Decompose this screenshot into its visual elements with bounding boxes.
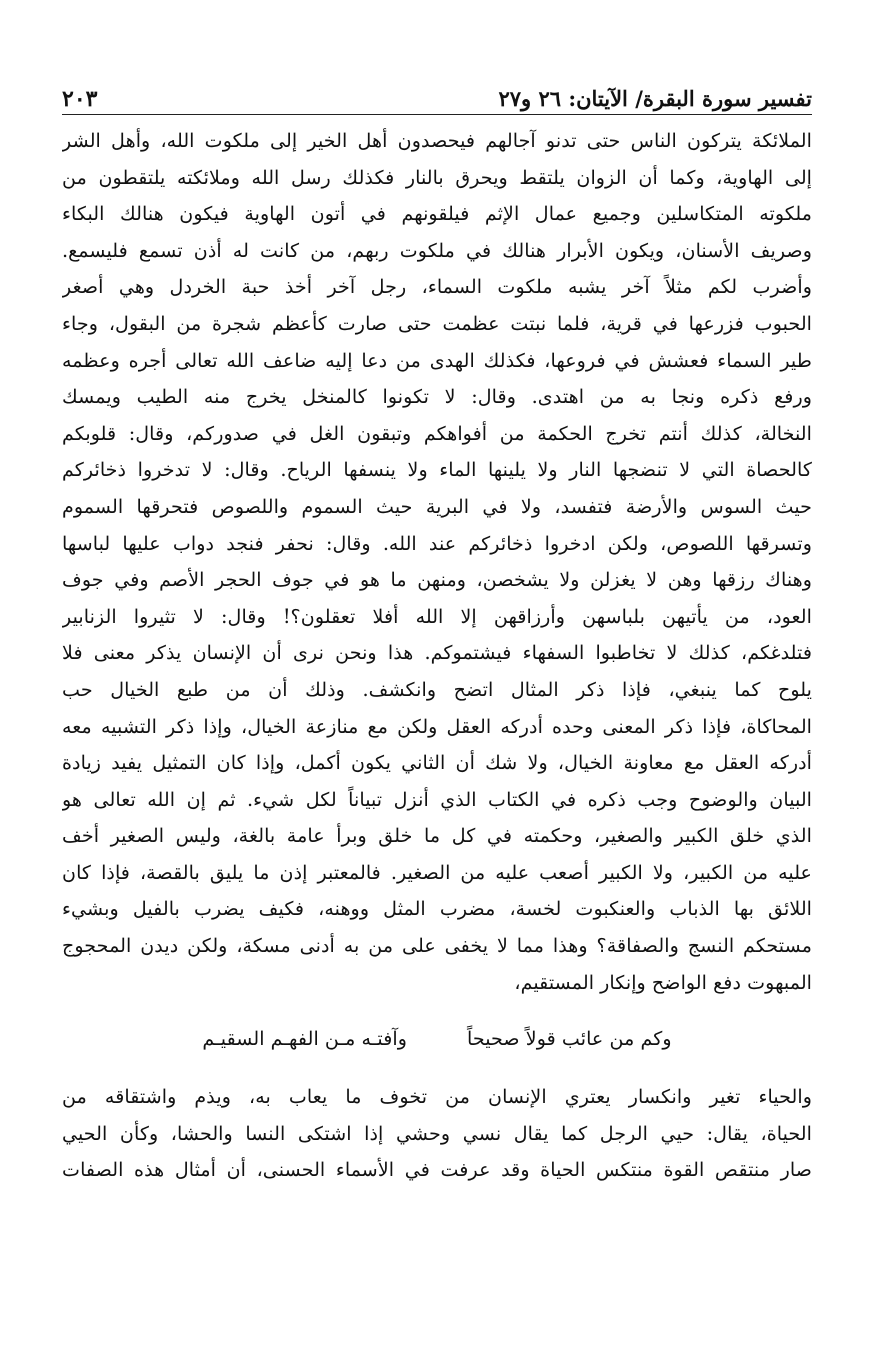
book-page (62, 78, 812, 1189)
text-line: إلى الهاوية، وكما أن الزوان يلتقط ويحرق بالنار فكذلك رسل الله وملائكته يلتقطون من (62, 165, 812, 189)
paragraph-1 (62, 123, 812, 1001)
text-line: كالحصاة التي لا تنضجها النار ولا يلينها الماء ولا ينسفها الرياح. وقال: لا تدخروا ذخائركم (62, 458, 812, 482)
text-line: الحبوب فزرعها في قرية، فلما نبتت عظمت حتى صارت كأعظم شجرة من البقول، وجاء (62, 311, 812, 335)
verse-hemistich-second: وآفتـه مـن الفهـم السقيـم (202, 1027, 407, 1051)
text-line: وتسرقها اللصوص، ولكن ادخروا ذخائركم عند الله. وقال: نحفر فنجد دواب عليها لباسها (62, 531, 812, 555)
paragraph-2 (62, 1079, 812, 1189)
text-line: أدركه العقل مع معاونة الخيال، ولا شك أن الثاني يكون أكمل، وإذا كان التمثيل يفيد زيادة (62, 751, 812, 775)
text-line: وصريف الأسنان، ويكون الأبرار هنالك في ملكوت ربهم، من كانت له أذن تسمع فليسمع. (62, 238, 812, 262)
text-line: المحاكاة، فإذا ذكر المعنى وحده أدركه العقل ولكن مع منازعة الخيال، وإذا ذكر التشبيه معه (62, 714, 812, 738)
header-title: تفسير سورة البقرة/ الآيتان: ٢٦ و٢٧ (498, 86, 812, 111)
text-line: العود، من يأتيهن بلباسهن وأرزاقهن إلا الله أفلا تعقلون؟! وقال: لا تثيروا الزنابير (62, 604, 812, 628)
page-number: ٢٠٣ (62, 86, 98, 112)
text-line: طير السماء فعشش في فروعها، فكذلك الهدى من دعا إليه ضاعف الله تعالى أجره وعظمه (62, 348, 812, 372)
text-line: الملائكة يتركون الناس حتى تدنو آجالهم فيحصدون أهل الخير إلى ملكوت الله، وأهل الشر (62, 129, 812, 152)
text-line: وهناك رزقها وهن لا يغزلن ولا يشخصن، ومنهن ما هو في جوف الحجر الأصم وفي جوف (62, 568, 812, 592)
text-line: حيث السوس والأرضة فتفسد، ولا في البرية حيث السموم واللصوص فتحرقها السموم (62, 494, 812, 518)
text-line: ملكوته المتكاسلين وجميع عمال الإثم فيلقونهم في أتون الهاوية فيكون هنالك البكاء (62, 202, 812, 226)
text-line: وأضرب لكم مثلاً آخر يشبه ملكوت السماء، رجل آخر أخذ حبة الخردل وهي أصغر (62, 275, 812, 299)
text-line: مستحكم النسج والصفاقة؟ وهذا مما لا يخفى على من به أدنى مسكة، ولكن ديدن المحجوج (62, 934, 812, 958)
verse-hemistich-first: وكم من عائب قولاً صحيحاً (466, 1027, 672, 1051)
text-line: البيان والوضوح وجب ذكره في الكتاب الذي أنزل تبياناً لكل شيء. ثم إن الله تعالى هو (62, 787, 812, 811)
text-line: عليه من الكبير، ولا الكبير أصعب عليه من الصغير. فالمعتبر إذن ما يليق بالقصة، فإذا كان (62, 860, 812, 884)
text-line: ورفع ذكره ونجا به من اهتدى. وقال: لا تكونوا كالمنخل يخرج منه الطيب ويمسك (62, 385, 812, 409)
text-line: الحياة، يقال: حيي الرجل كما يقال نسي وحشي إذا اشتكى النسا والحشا، وكأن الحيي (62, 1121, 812, 1145)
text-line: المبهوت دفع الواضح وإنكار المستقيم، (514, 970, 812, 994)
text-line: يلوح كما ينبغي، فإذا ذكر المثال اتضح وانكشف. وذلك أن من طبع الخيال حب (62, 677, 812, 701)
text-line: صار منتقص القوة منتكس الحياة وقد عرفت في الأسماء الحسنى، أن أمثال هذه الصفات (62, 1158, 812, 1182)
running-header (62, 78, 812, 115)
text-line: اللائق بها الذباب والعنكبوت لخسة، مضرب المثل ووهنه، فكيف يضرب بالفيل وبشيء (62, 897, 812, 921)
text-line: النخالة، كذلك أنتم تخرج الحكمة من أفواهكم وتبقون الغل في صدوركم، وقال: قلوبكم (62, 421, 812, 445)
text-line: فتلدغكم، كذلك لا تخاطبوا السفهاء فيشتموكم. هذا ونحن نرى أن الإنسان يذكر معنى فلا (62, 641, 812, 665)
poetry-verse (62, 1021, 812, 1057)
text-line: الذي خلق الكبير والصغير، وحكمته في كل ما خلق وبرأ عامة بالغة، وليس الصغير أخف (62, 824, 812, 848)
text-line: والحياء تغير وانكسار يعتري الإنسان من تخوف ما يعاب به، ويذم واشتقاقه من (62, 1085, 812, 1109)
